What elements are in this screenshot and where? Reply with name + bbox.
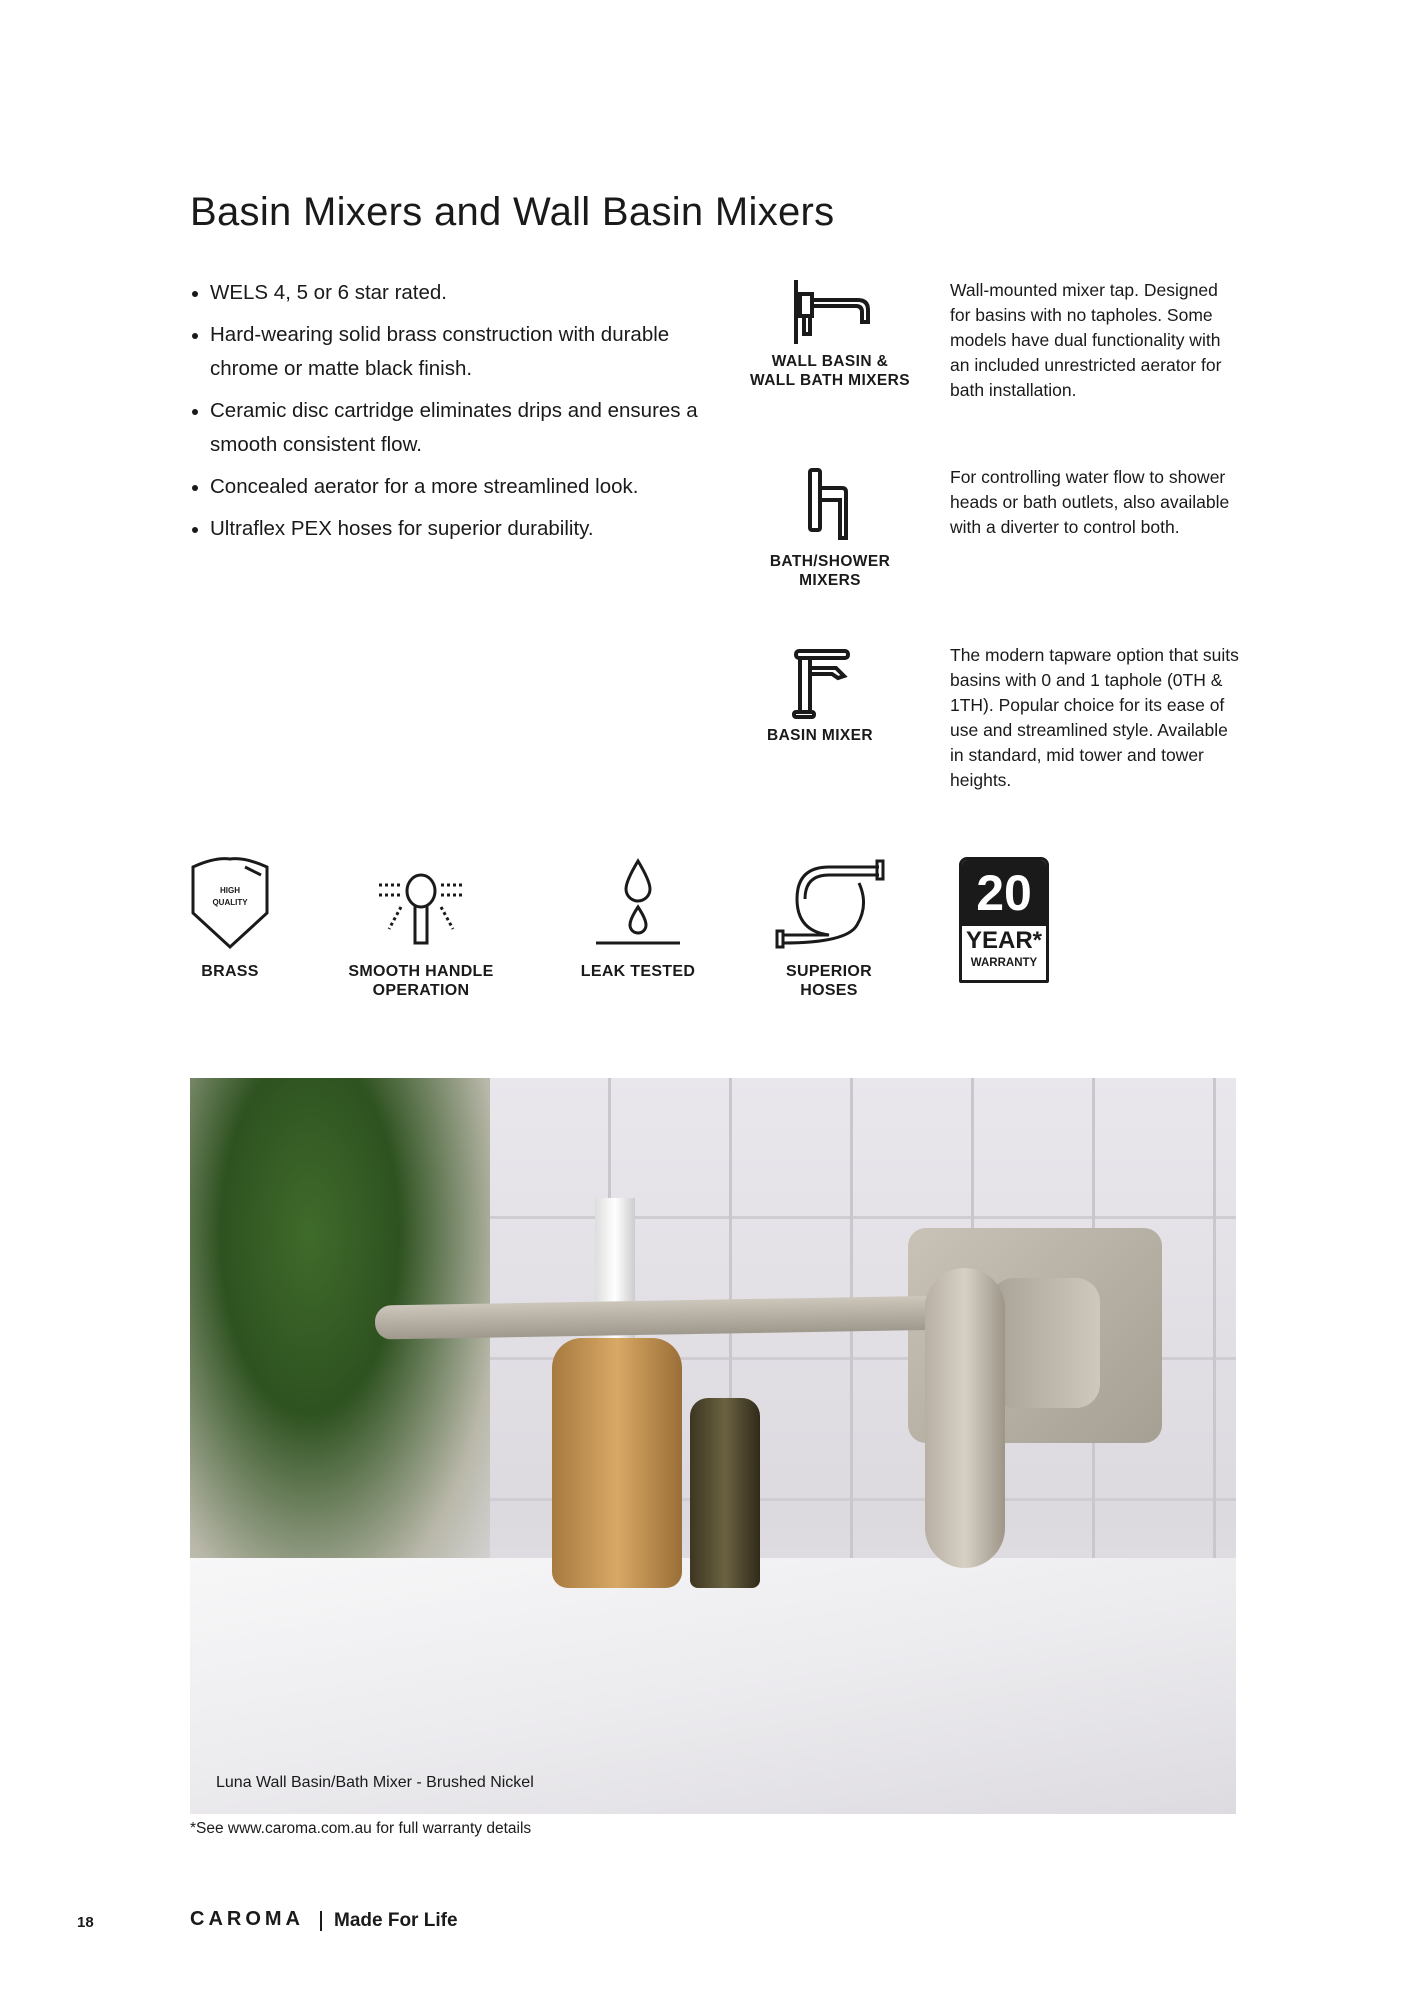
warranty-year: YEAR*: [965, 927, 1043, 954]
feature-bullets: [190, 276, 710, 554]
brand-logo: CAROMA: [190, 1908, 304, 1930]
type-description: Wall-mounted mixer tap. Designed for basins with no tapholes. Some models have dual functionality with an included unrestricted aerator for bath installation.: [950, 280, 1222, 400]
basin-mixer-icon: [770, 648, 870, 720]
page-title: Basin Mixers and Wall Basin Mixers: [190, 190, 835, 234]
feature-label: BRASS: [201, 963, 259, 980]
type-shower-mixer: [730, 466, 930, 590]
warranty-label: WARRANTY: [970, 957, 1038, 969]
type-description: The modern tapware option that suits basins with 0 and 1 taphole (0TH & 1TH). Popular choice for its ease of use and streamlined style. Available in standard, mid tower and tower heights.: [950, 645, 1239, 790]
shield-icon: [185, 855, 275, 950]
type-label: BASIN MIXER: [766, 727, 874, 744]
feature-smooth-handle: [321, 855, 521, 1000]
page-number: 18: [77, 1914, 94, 1931]
bullet-item: Ultraflex PEX hoses for superior durability.: [190, 512, 710, 546]
bullet-item: Hard-wearing solid brass construction with durable chrome or matte black finish.: [190, 318, 710, 386]
feature-label: SUPERIOR: [786, 963, 872, 980]
feature-label: HOSES: [800, 982, 858, 999]
wall-mixer-icon: [780, 278, 880, 346]
bullet-item: Concealed aerator for a more streamlined look.: [190, 470, 710, 504]
handle-icon: [371, 855, 471, 950]
warranty-footnote: *See www.caroma.com.au for full warranty details: [190, 1820, 532, 1837]
feature-label: OPERATION: [372, 982, 470, 999]
warranty-badge: [959, 857, 1049, 983]
feature-label: LEAK TESTED: [580, 963, 696, 980]
type-label: WALL BASIN &: [771, 353, 889, 370]
bullet-item: Ceramic disc cartridge eliminates drips and ensures a smooth consistent flow.: [190, 394, 710, 462]
hose-icon: [769, 855, 889, 950]
type-label: BATH/SHOWER: [769, 553, 891, 570]
type-label: MIXERS: [799, 572, 861, 589]
feature-label: SMOOTH HANDLE: [348, 963, 494, 980]
water-drop-icon: [588, 855, 688, 950]
type-wall-mixer: [730, 278, 930, 390]
badge-text: QUALITY: [212, 898, 248, 907]
product-photo: [190, 1078, 1236, 1814]
bullet-item: WELS 4, 5 or 6 star rated.: [190, 276, 710, 310]
brand-tagline: Made For Life: [334, 1910, 458, 1931]
type-description: For controlling water flow to shower heads or bath outlets, also available with a diverter to control both.: [950, 467, 1230, 537]
feature-superior-hoses: [729, 855, 929, 1000]
feature-brass: [130, 855, 330, 981]
warranty-years: 20: [962, 860, 1046, 926]
type-label: WALL BATH MIXERS: [750, 372, 910, 389]
feature-leak-tested: [538, 855, 738, 981]
badge-text: HIGH: [220, 886, 240, 895]
type-basin-mixer: [720, 648, 920, 745]
shower-mixer-icon: [780, 466, 880, 546]
footer-divider: [320, 1911, 322, 1931]
photo-caption: Luna Wall Basin/Bath Mixer - Brushed Nickel: [216, 1774, 534, 1791]
